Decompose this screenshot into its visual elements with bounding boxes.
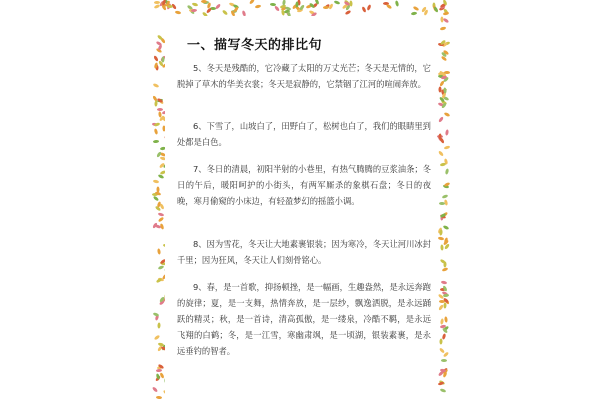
leaf-decoration [445,168,449,175]
document-paper [165,16,437,400]
leaf-decoration [153,122,160,127]
leaf-decoration [158,212,165,217]
leaf-decoration [158,174,165,179]
leaf-decoration [443,112,450,117]
page-title: 一、描写冬天的排比句 [187,38,323,53]
leaf-decoration [366,5,371,12]
leaf-decoration [154,128,159,135]
leaf-decoration [157,249,161,255]
leaf-decoration [152,312,159,317]
leaf-decoration [441,359,447,362]
leaf-decoration [157,265,164,270]
leaf-decoration [295,2,298,8]
leaf-decoration [440,162,446,166]
leaf-decoration [191,2,198,7]
leaf-decoration [386,4,393,10]
leaf-decoration [444,316,448,322]
leaf-decoration [153,83,160,88]
leaf-decoration [433,6,439,13]
leaf-decoration [153,334,160,340]
leaf-decoration [153,4,160,9]
leaf-decoration [439,202,445,205]
leaf-decoration [413,6,420,12]
leaf-decoration [152,387,158,393]
leaf-decoration [323,6,329,9]
leaf-decoration [248,0,254,5]
leaf-decoration [153,139,159,143]
leaf-decoration [157,323,160,329]
leaf-decoration [445,129,449,135]
leaf-decoration [443,302,446,308]
leaf-decoration [443,17,450,23]
leaf-decoration [443,12,449,16]
leaf-decoration [157,217,164,223]
leaf-decoration [157,108,163,111]
leaf-decoration [438,150,444,156]
leaf-decoration [439,229,443,235]
leaf-decoration [344,10,351,16]
leaf-decoration [440,388,447,393]
paragraph-8: 8、因为雪花，冬天让大地素裹银装；因为寒冷，冬天让河川冰封千里；因为狂风，冬天让人们刻骨铭心。 [177,239,431,265]
leaf-decoration [156,396,162,399]
leaf-decoration [443,225,450,230]
leaf-decoration [328,3,333,10]
paragraph-5: 5、冬天是残酷的，它冷藏了太阳的万丈光芒；冬天是无情的，它脱掉了草木的华美衣裳；冬天是寂静的，它禁锢了江河的喧闹奔放。 [177,63,431,89]
leaf-decoration [444,145,450,150]
leaf-decoration [438,116,444,123]
leaf-decoration [440,26,447,30]
leaf-decoration [440,244,443,250]
leaf-decoration [441,280,447,284]
leaf-decoration [444,70,450,73]
leaf-decoration [254,4,261,8]
leaf-decoration [443,87,447,93]
paragraph-7: 7、冬日的清晨，初阳半射的小巷里，有热气腾腾的豆浆油条；冬日的午后，暖阳呵护的小街头，有两军厮杀的象棋石盘；冬日的夜晚，寒月偷窥的小床边，有轻盈梦幻的摇篮小调。 [177,164,431,206]
paragraph-6: 6、下雪了，山坡白了，田野白了，松树也白了，我们的眼睛里到处都是白色。 [177,121,431,147]
leaf-decoration [440,318,444,324]
paragraph-9: 9、春，是一首歌，抑扬顿挫，是一幅画，生趣盎然，是永远奔跑的旋律；夏，是一支舞，热情奔放，是一层纱，飘逸洒脱，是永远踊跃的精灵；秋，是一首诗，清高孤傲，是一缕泉，冷酷不羁，是永远飞翔的白鹤；冬，是一江雪，寒幽肃飒，是一顷湖，银装素裹，是永远垂钓的智者。 [177,282,431,356]
leaf-decoration [174,11,180,15]
leaf-decoration [334,0,341,5]
leaf-decoration [153,179,159,183]
leaf-decoration [395,1,399,8]
leaf-decoration [158,44,163,51]
leaf-decoration [270,3,276,7]
